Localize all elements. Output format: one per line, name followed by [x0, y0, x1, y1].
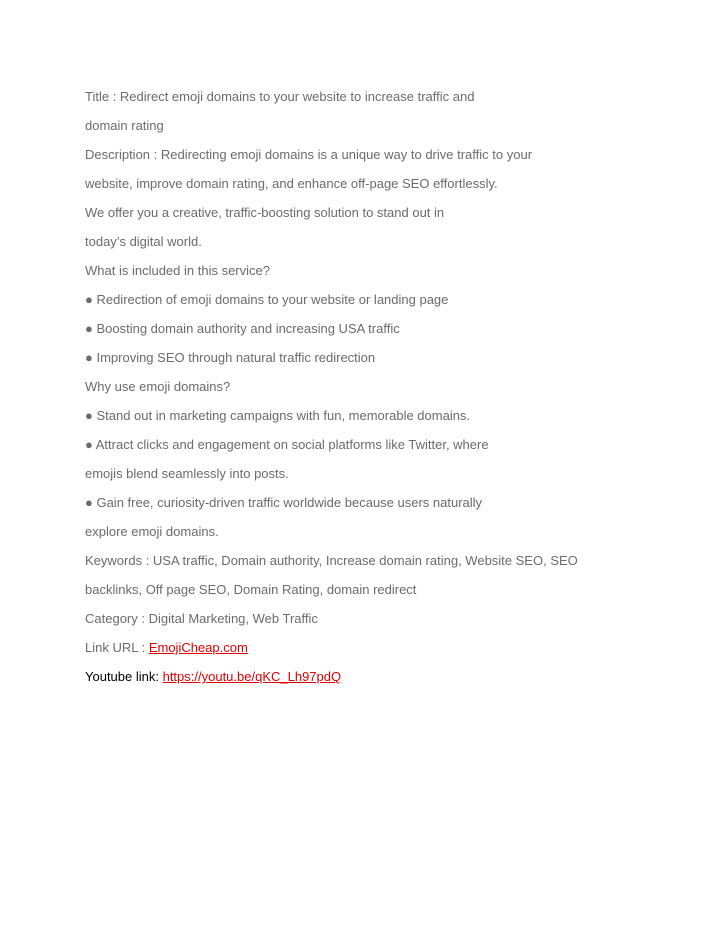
included-bullet-2: ● Boosting domain authority and increasing USA traffic: [85, 321, 400, 336]
category-line: Category : Digital Marketing, Web Traffic: [85, 611, 318, 626]
link-url-label: Link URL :: [85, 640, 149, 655]
youtube-line: [85, 662, 695, 691]
youtube-link[interactable]: https://youtu.be/qKC_Lh97pdQ: [162, 669, 342, 684]
document-body: [85, 82, 695, 691]
title-line-2: domain rating: [85, 118, 164, 133]
included-heading: What is included in this service?: [85, 263, 270, 278]
title-line-1: Title : Redirect emoji domains to your website to increase traffic and: [85, 89, 475, 104]
keywords-line-1: Keywords : USA traffic, Domain authority, Increase domain rating, Website SEO, SEO: [85, 553, 578, 568]
emojicheap-link[interactable]: EmojiCheap.com: [148, 640, 248, 655]
included-bullet-3: ● Improving SEO through natural traffic redirection: [85, 350, 376, 365]
keywords-line-2: backlinks, Off page SEO, Domain Rating, domain redirect: [85, 582, 417, 597]
why-bullet-3-line-1: ● Gain free, curiosity-driven traffic worldwide because users naturally: [85, 495, 483, 510]
offer-line-2: today’s digital world.: [85, 234, 202, 249]
youtube-label: Youtube link:: [85, 669, 163, 684]
offer-line-1: We offer you a creative, traffic-boosting solution to stand out in: [85, 205, 445, 220]
included-bullet-1: ● Redirection of emoji domains to your website or landing page: [85, 292, 449, 307]
why-bullet-3-line-2: explore emoji domains.: [85, 524, 219, 539]
why-heading: Why use emoji domains?: [85, 379, 231, 394]
description-line-1: Description : Redirecting emoji domains is a unique way to drive traffic to your: [85, 147, 533, 162]
why-bullet-2-line-2: emojis blend seamlessly into posts.: [85, 466, 289, 481]
description-line-2: website, improve domain rating, and enhance off-page SEO effortlessly.: [85, 176, 498, 191]
why-bullet-1: ● Stand out in marketing campaigns with fun, memorable domains.: [85, 408, 471, 423]
link-url-line: [85, 633, 695, 662]
why-bullet-2-line-1: ● Attract clicks and engagement on social platforms like Twitter, where: [85, 437, 489, 452]
